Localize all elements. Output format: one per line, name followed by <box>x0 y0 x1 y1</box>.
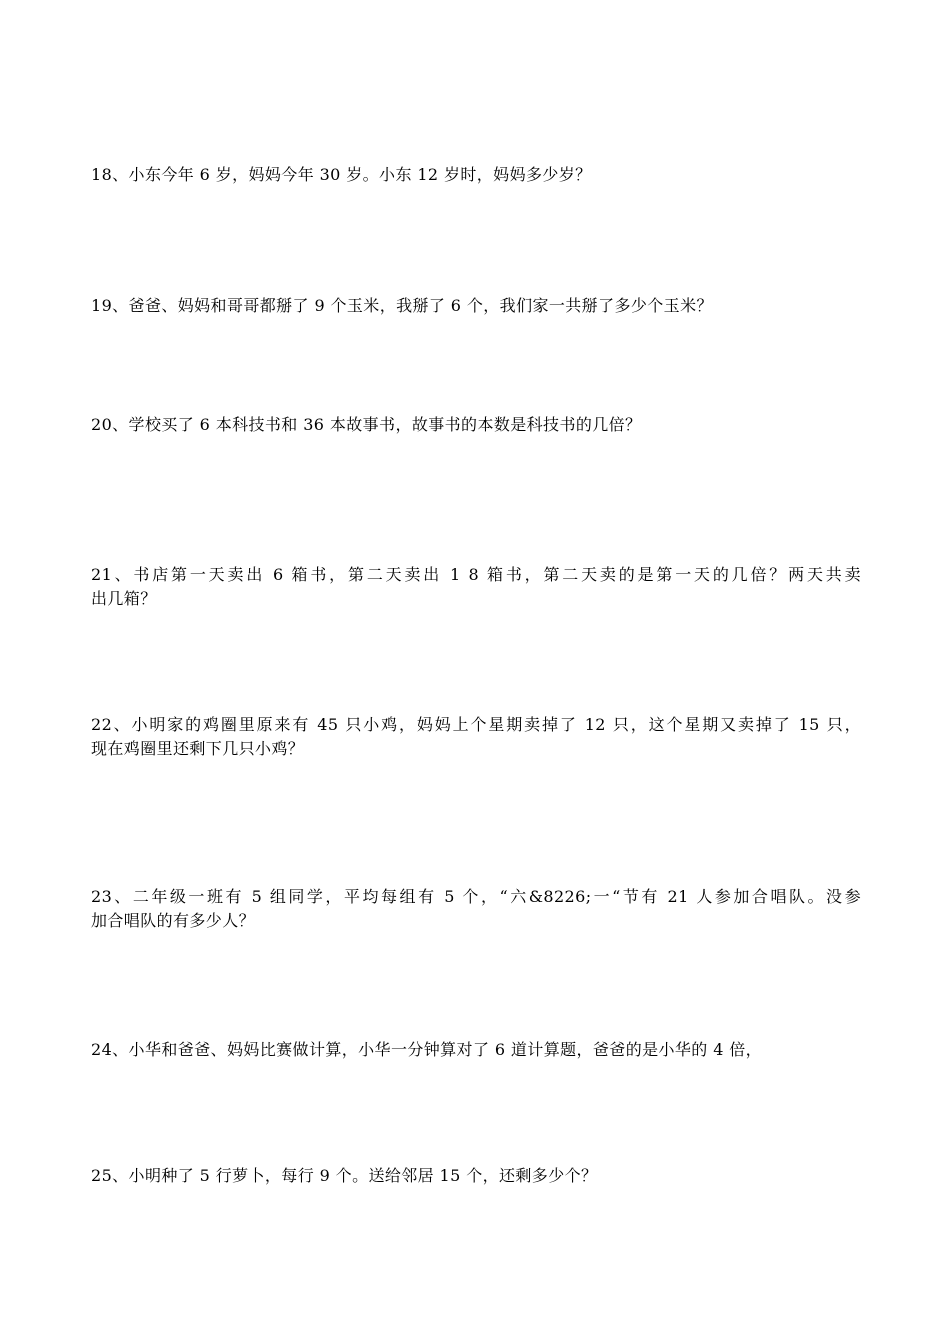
question-21-line-1: 21、书店第一天卖出 6 箱书，第二天卖出 1 8 箱书，第二天卖的是第一天的几倍？两天共卖 <box>91 565 861 584</box>
question-20-line-1: 20、学校买了 6 本科技书和 36 本故事书，故事书的本数是科技书的几倍？ <box>91 415 642 434</box>
question-22-line-1: 22、小明家的鸡圈里原来有 45 只小鸡，妈妈上个星期卖掉了 12 只，这个星期又卖掉了 15 只， <box>91 715 861 734</box>
question-23-line-1: 23、二年级一班有 5 组同学，平均每组有 5 个，“六&8226;一“节有 21 人参加合唱队。没参 <box>91 887 861 906</box>
question-22-line-2: 现在鸡圈里还剩下几只小鸡？ <box>91 739 305 758</box>
question-23-line-2: 加合唱队的有多少人？ <box>91 911 256 930</box>
question-25 <box>91 1164 861 1188</box>
question-18 <box>91 163 861 187</box>
question-18-line-1: 18、小东今年 6 岁，妈妈今年 30 岁。小东 12 岁时，妈妈多少岁？ <box>91 165 592 184</box>
question-19 <box>91 294 861 318</box>
question-24 <box>91 1038 861 1062</box>
question-25-line-1: 25、小明种了 5 行萝卜，每行 9 个。送给邻居 15 个，还剩多少个？ <box>91 1166 598 1185</box>
question-21-line-2: 出几箱？ <box>91 589 157 608</box>
question-19-line-1: 19、爸爸、妈妈和哥哥都掰了 9 个玉米，我掰了 6 个，我们家一共掰了多少个玉米？ <box>91 296 713 315</box>
question-21 <box>91 563 861 611</box>
question-20 <box>91 413 861 437</box>
question-23 <box>91 885 861 933</box>
question-22 <box>91 713 861 761</box>
question-24-line-1: 24、小华和爸爸、妈妈比赛做计算，小华一分钟算对了 6 道计算题，爸爸的是小华的 4 倍， <box>91 1040 763 1059</box>
